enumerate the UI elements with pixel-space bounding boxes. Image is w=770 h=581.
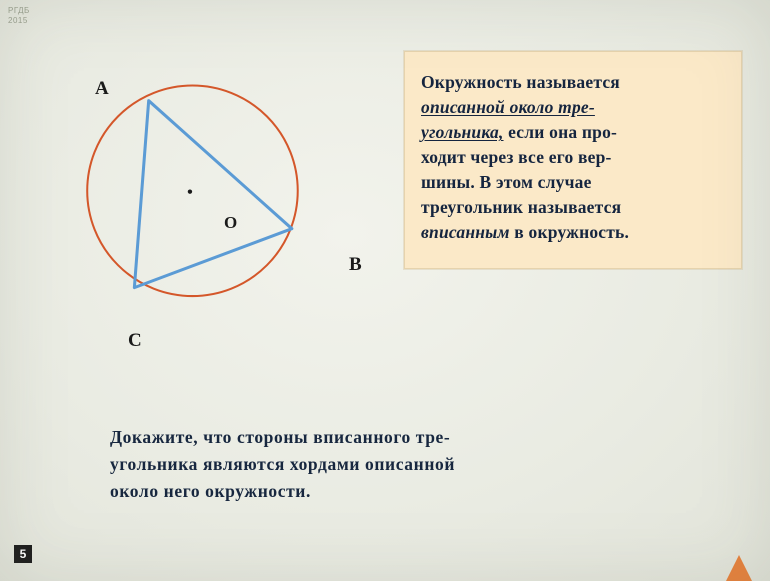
definition-line-3 bbox=[421, 120, 727, 145]
definition-line-5-text: шины. В этом случае bbox=[421, 172, 592, 192]
center-point bbox=[188, 189, 192, 193]
vertex-label-b: B bbox=[349, 254, 362, 275]
watermark-line-2: 2015 bbox=[8, 16, 28, 25]
geometry-figure bbox=[35, 35, 355, 355]
definition-textbox bbox=[404, 51, 742, 269]
definition-line-4-text: ходит через все его вер- bbox=[421, 147, 612, 167]
orange-triangle-marker bbox=[726, 555, 752, 581]
definition-line-7 bbox=[421, 220, 727, 245]
definition-line-1 bbox=[421, 70, 727, 95]
definition-line-6-text: треугольник называется bbox=[421, 197, 622, 217]
definition-line-1-text: Окружность называется bbox=[421, 72, 620, 92]
task-line-3: около него окружности. bbox=[110, 481, 311, 501]
watermark-line-1: РГДБ bbox=[8, 6, 30, 15]
page-number-badge: 5 bbox=[14, 545, 32, 563]
center-label-o: O bbox=[224, 213, 238, 232]
task-line-2: угольника являются хордами описанной bbox=[110, 454, 456, 474]
definition-line-4 bbox=[421, 145, 727, 170]
vertex-label-a: A bbox=[95, 78, 109, 99]
task-line-1: Докажите, что стороны вписанного тре- bbox=[110, 427, 451, 447]
definition-line-3-rest: если она про- bbox=[503, 122, 618, 142]
inscribed-triangle bbox=[134, 101, 291, 288]
definition-line-5 bbox=[421, 170, 727, 195]
definition-term-ugolnika: угольника, bbox=[421, 122, 504, 142]
vertex-label-c: C bbox=[128, 330, 142, 351]
task-text bbox=[110, 424, 610, 505]
archive-watermark bbox=[8, 6, 30, 26]
definition-line-2 bbox=[421, 95, 727, 120]
definition-line-6 bbox=[421, 195, 727, 220]
definition-line-7-rest: в окружность. bbox=[509, 222, 630, 242]
definition-term-vpisannym: вписанным bbox=[421, 222, 510, 242]
definition-term-opisannoy: описанной около тре- bbox=[421, 97, 595, 117]
definition-text bbox=[421, 70, 727, 245]
